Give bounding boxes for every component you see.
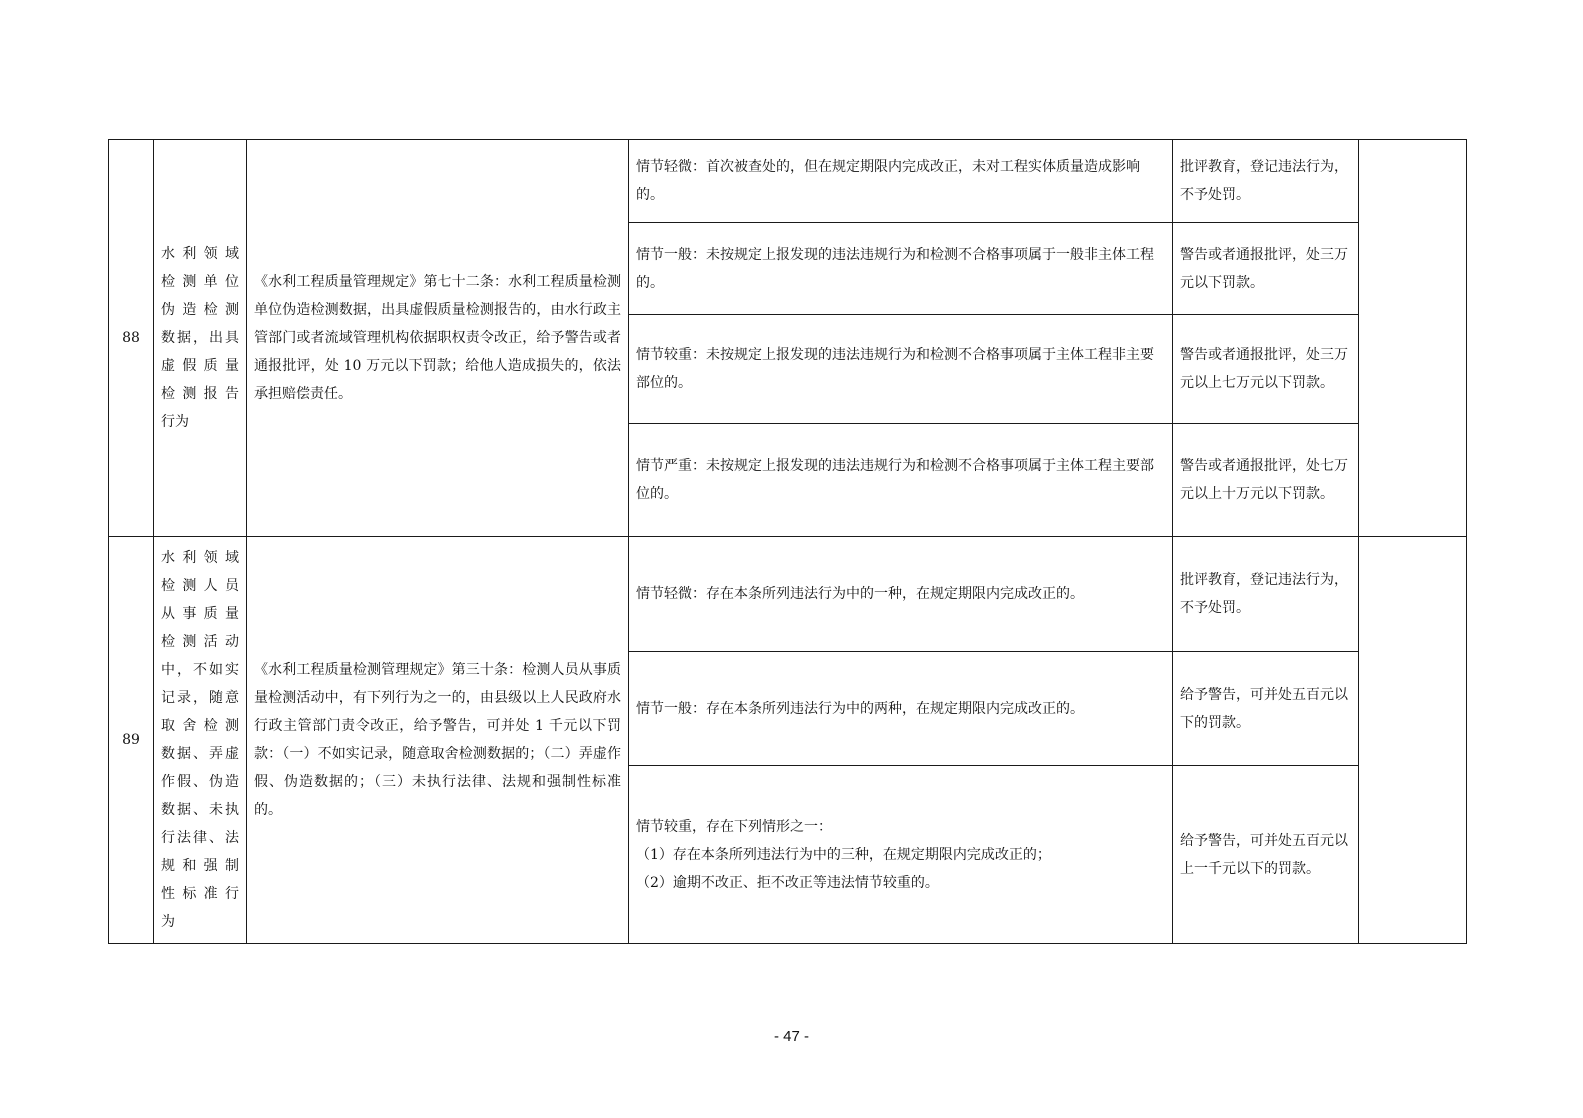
penalty-standard-cell: 警告或者通报批评，处三万元以上七万元以下罚款。 (1173, 315, 1359, 424)
circumstance-cell: 情节严重：未按规定上报发现的违法违规行为和检测不合格事项属于主体工程主要部位的。 (629, 424, 1173, 537)
legal-basis: 《水利工程质量管理规定》第七十二条：水利工程质量检测单位伪造检测数据，出具虚假质量检测报告的，由水行政主管部门或者流域管理机构依据职权责令改正，给予警告或者通报批评，处 10 万元以下罚款；给他人造成损失的，依法承担赔偿责任。 (247, 140, 629, 537)
penalty-standard-cell: 给予警告，可并处五百元以下的罚款。 (1173, 652, 1359, 766)
penalty-discretion-table (108, 139, 1467, 944)
violation-name: 水利领域 检测人员 从事质量 检测活动 中，不如实 记录，随意 取舍检测 数据、弄虚 作假、伪造 数据、未执 行法律、法 规和强制 性标准行 为 (154, 537, 247, 944)
penalty-standard-cell: 警告或者通报批评，处三万元以下罚款。 (1173, 223, 1359, 315)
table-row (109, 537, 1467, 652)
penalty-standard-cell: 批评教育，登记违法行为，不予处罚。 (1173, 537, 1359, 652)
penalty-standard-cell: 警告或者通报批评，处七万元以上十万元以下罚款。 (1173, 424, 1359, 537)
penalty-standard-cell: 给予警告，可并处五百元以上一千元以下的罚款。 (1173, 766, 1359, 944)
row-number: 88 (109, 140, 154, 537)
circumstance-cell: 情节较重，存在下列情形之一： （1）存在本条所列违法行为中的三种，在规定期限内完成改正的； （2）逾期不改正、拒不改正等违法情节较重的。 (629, 766, 1173, 944)
page-number: - 47 - (773, 1028, 809, 1045)
remark-cell (1359, 140, 1467, 537)
circumstance-cell: 情节一般：未按规定上报发现的违法违规行为和检测不合格事项属于一般非主体工程的。 (629, 223, 1173, 315)
circumstance-cell: 情节轻微：首次被查处的，但在规定期限内完成改正，未对工程实体质量造成影响的。 (629, 140, 1173, 223)
circumstance-cell: 情节较重：未按规定上报发现的违法违规行为和检测不合格事项属于主体工程非主要部位的。 (629, 315, 1173, 424)
circumstance-cell: 情节轻微：存在本条所列违法行为中的一种，在规定期限内完成改正的。 (629, 537, 1173, 652)
circumstance-cell: 情节一般：存在本条所列违法行为中的两种，在规定期限内完成改正的。 (629, 652, 1173, 766)
violation-name: 水利领域 检测单位 伪造检测 数据，出具 虚假质量 检测报告 行为 (154, 140, 247, 537)
table-row (109, 140, 1467, 223)
row-number: 89 (109, 537, 154, 944)
legal-basis: 《水利工程质量检测管理规定》第三十条：检测人员从事质量检测活动中，有下列行为之一的，由县级以上人民政府水行政主管部门责令改正，给予警告，可并处 1 千元以下罚款：（一）不如实记录，随意取舍检测数据的；（二）弄虚作假、伪造数据的；（三）未执行法律、法规和强制性标准的。 (247, 537, 629, 944)
remark-cell (1359, 537, 1467, 944)
penalty-standard-cell: 批评教育，登记违法行为，不予处罚。 (1173, 140, 1359, 223)
